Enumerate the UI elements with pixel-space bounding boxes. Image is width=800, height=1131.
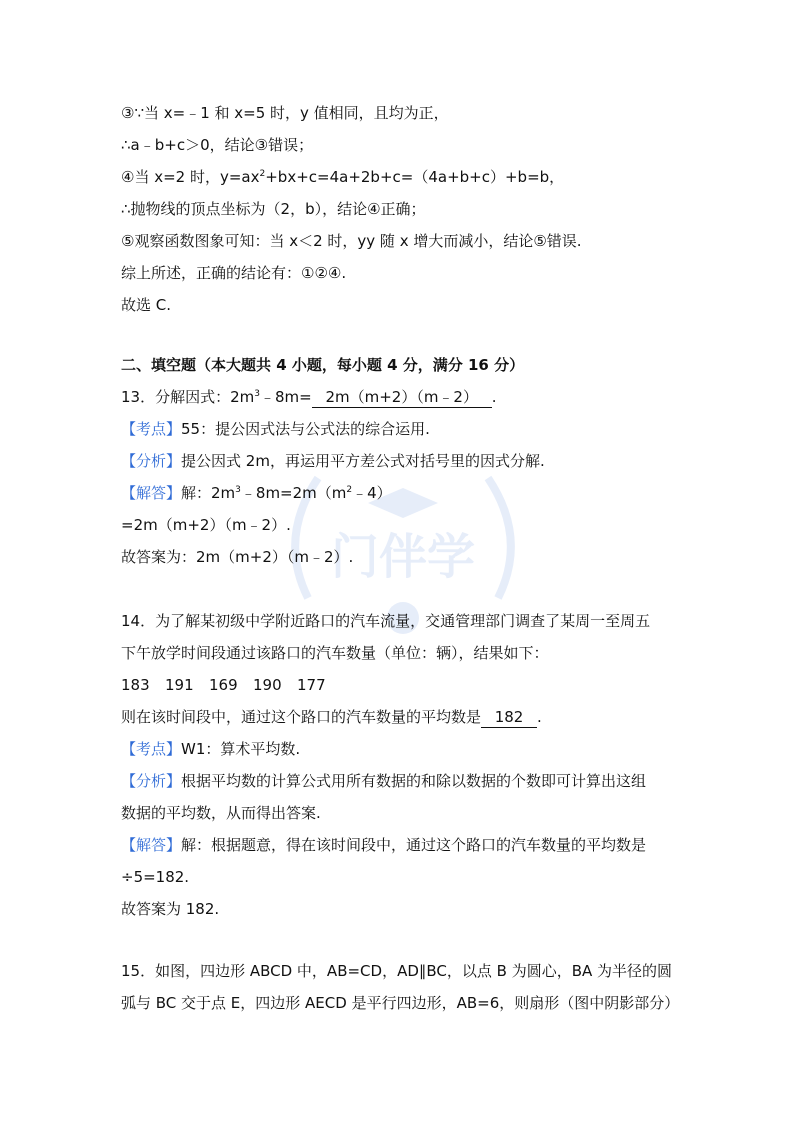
q14-stem-line-3: 则在该时间段中，通过这个路口的汽车数量的平均数是 182 . <box>121 708 542 726</box>
solution-line-5: ⑤观察函数图象可知：当 x＜2 时，yy 随 x 增大而减小，结论⑤错误. <box>121 232 582 250</box>
fenxi-tag: 【分析】 <box>121 772 182 790</box>
q14-answer: 182 <box>481 707 537 728</box>
watermark-text: 门伴学 <box>330 529 476 585</box>
q13-fenxi: 【分析】提公因式 2m，再运用平方差公式对括号里的因式分解. <box>121 452 545 470</box>
kaodian-tag: 【考点】 <box>121 420 182 438</box>
solution-line-3: ③∵当 x=﹣1 和 x=5 时，y 值相同，且均为正， <box>121 104 449 122</box>
solution-line-3-conclusion: ∴a﹣b+c＞0，结论③错误； <box>121 136 314 154</box>
solution-summary: 综上所述，正确的结论有：①②④. <box>121 264 347 282</box>
data-value: 183 <box>121 676 150 694</box>
q15-stem-line-1: 15．如图，四边形 ABCD 中，AB=CD，AD∥BC，以点 B 为圆心，BA 为半径的圆 <box>121 962 673 980</box>
q14-fenxi: 【分析】根据平均数的计算公式用所有数据的和除以数据的个数即可计算出这组 <box>121 772 647 790</box>
data-value: 191 <box>165 676 194 694</box>
q14-final: 故答案为 182. <box>121 900 220 918</box>
data-value: 177 <box>297 676 326 694</box>
q14-fenxi-cont: 数据的平均数，从而得出答案. <box>121 804 321 822</box>
q15-stem-line-2: 弧与 BC 交于点 E，四边形 AECD 是平行四边形，AB=6，则扇形（图中阴影部分） <box>121 994 680 1012</box>
q14-stem-line-1: 14．为了解某初级中学附近路口的汽车流量，交通管理部门调查了某周一至周五 <box>121 612 651 630</box>
q14-jieda-cont: ÷5=182. <box>121 868 190 886</box>
section-title: 二、填空题（本大题共 4 小题，每小题 4 分，满分 16 分） <box>121 356 525 374</box>
jieda-tag: 【解答】 <box>121 484 182 502</box>
data-value: 169 <box>209 676 238 694</box>
q14-stem-line-2: 下午放学时间段通过该路口的汽车数量（单位：辆），结果如下： <box>121 644 549 662</box>
q14-kaodian: 【考点】W1：算术平均数. <box>121 740 301 758</box>
fenxi-tag: 【分析】 <box>121 452 182 470</box>
solution-choice: 故选 C. <box>121 296 172 314</box>
kaodian-tag: 【考点】 <box>121 740 182 758</box>
solution-line-4: ④当 x=2 时，$y=ax^2+bx+c=4a+2b+c=(4a+b+c)+b=b$， <box>121 168 565 186</box>
q14-jieda: 【解答】解：根据题意，得在该时间段中，通过这个路口的汽车数量的平均数是 <box>121 836 647 854</box>
q13-final: 故答案为：2m（m+2）（m﹣2）. <box>121 548 354 566</box>
q13-answer: 2m（m+2）（m﹣2） <box>312 387 492 408</box>
q13-stem: 13．分解因式：$2m^3﹣8m=$ 2m（m+2）（m﹣2） . <box>121 388 497 406</box>
q13-jieda: 【解答】解：$2m^3﹣8m=2m(m^2﹣4)$ <box>121 484 392 502</box>
jieda-tag: 【解答】 <box>121 836 182 854</box>
q13-step: =2m（m+2）（m﹣2）. <box>121 516 291 534</box>
q13-kaodian: 【考点】55：提公因式法与公式法的综合运用. <box>121 420 430 438</box>
q14-numbers <box>121 675 341 695</box>
data-value: 190 <box>253 676 282 694</box>
solution-line-4-conclusion: ∴抛物线的顶点坐标为（2，b），结论④正确； <box>121 200 426 218</box>
